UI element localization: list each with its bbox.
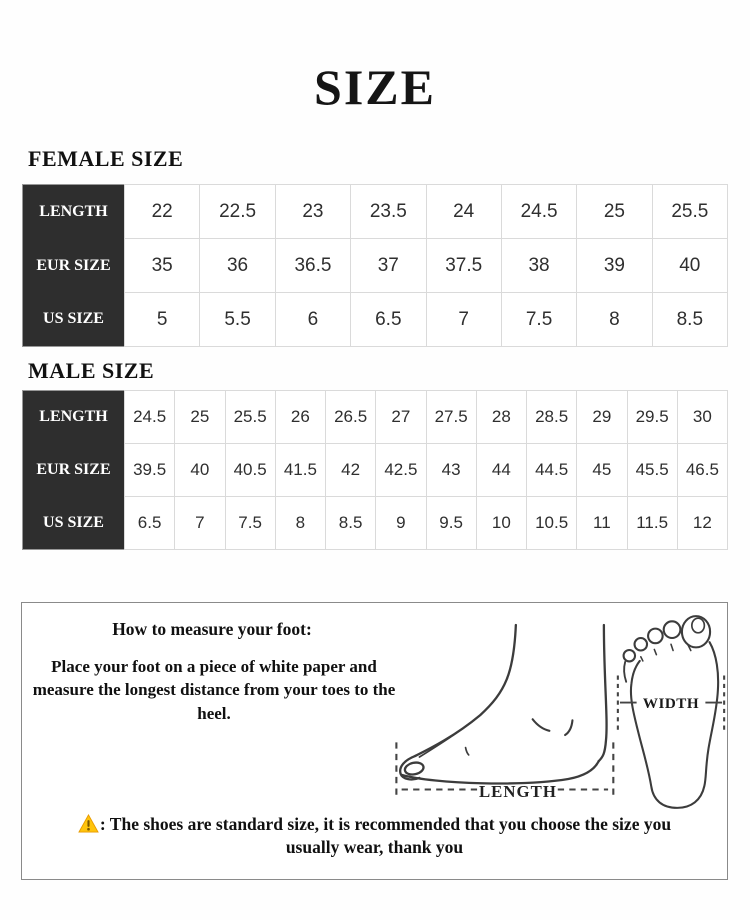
- size-cell: 23.5: [351, 185, 426, 239]
- size-cell: 9: [376, 497, 426, 550]
- size-cell: 25: [577, 185, 652, 239]
- size-cell: 6.5: [125, 497, 175, 550]
- table-row: [23, 444, 728, 497]
- size-cell: 7.5: [501, 293, 576, 347]
- size-cell: 45.5: [627, 444, 677, 497]
- size-cell: 24.5: [125, 391, 175, 444]
- row-label: LENGTH: [23, 391, 125, 444]
- size-cell: 42.5: [376, 444, 426, 497]
- size-cell: 25.5: [225, 391, 275, 444]
- width-label: WIDTH: [642, 695, 700, 712]
- size-cell: 8: [577, 293, 652, 347]
- size-cell: 23: [275, 185, 350, 239]
- size-cell: 25.5: [652, 185, 727, 239]
- measure-instructions-text: Place your foot on a piece of white paper and measure the longest distance from your toes to the heel.: [32, 657, 396, 723]
- size-cell: 36: [200, 239, 275, 293]
- table-row: [23, 391, 728, 444]
- foot-sole-view-diagram: [612, 613, 730, 811]
- male-size-heading: MALE SIZE: [28, 358, 155, 383]
- foot-side-view-diagram: [388, 617, 650, 809]
- size-cell: 8: [275, 497, 325, 550]
- size-cell: 35: [125, 239, 200, 293]
- standard-size-note: [56, 813, 693, 859]
- size-cell: 40: [652, 239, 727, 293]
- size-cell: 10: [476, 497, 526, 550]
- size-cell: 11.5: [627, 497, 677, 550]
- size-cell: 46.5: [677, 444, 727, 497]
- size-cell: 29.5: [627, 391, 677, 444]
- female-size-table: [22, 184, 728, 347]
- size-cell: 5.5: [200, 293, 275, 347]
- size-cell: 7: [426, 293, 501, 347]
- size-cell: 28: [476, 391, 526, 444]
- size-cell: 43: [426, 444, 476, 497]
- table-row: [23, 497, 728, 550]
- size-cell: 30: [677, 391, 727, 444]
- size-cell: 40.5: [225, 444, 275, 497]
- length-label: LENGTH: [478, 781, 557, 801]
- size-cell: 10.5: [527, 497, 577, 550]
- size-cell: 22: [125, 185, 200, 239]
- table-row: [23, 185, 728, 239]
- size-cell: 26.5: [326, 391, 376, 444]
- note-text: : The shoes are standard size, it is recommended that you choose the size you usually wear, thank you: [99, 814, 672, 857]
- page-title: SIZE: [314, 59, 436, 115]
- size-cell: 28.5: [527, 391, 577, 444]
- size-cell: 27: [376, 391, 426, 444]
- size-cell: 41.5: [275, 444, 325, 497]
- row-label: EUR SIZE: [23, 239, 125, 293]
- table-row: [23, 293, 728, 347]
- size-cell: 9.5: [426, 497, 476, 550]
- size-cell: 37: [351, 239, 426, 293]
- size-cell: 24: [426, 185, 501, 239]
- row-label: LENGTH: [23, 185, 125, 239]
- size-cell: 29: [577, 391, 627, 444]
- size-cell: 38: [501, 239, 576, 293]
- measure-heading: How to measure your foot:: [112, 619, 312, 639]
- measure-instructions-box: [21, 602, 728, 880]
- size-cell: 22.5: [200, 185, 275, 239]
- size-cell: 11: [577, 497, 627, 550]
- size-cell: 8.5: [326, 497, 376, 550]
- row-label: EUR SIZE: [23, 444, 125, 497]
- size-cell: 6: [275, 293, 350, 347]
- size-cell: 5: [125, 293, 200, 347]
- size-cell: 44.5: [527, 444, 577, 497]
- size-cell: 39.5: [125, 444, 175, 497]
- size-cell: 7: [175, 497, 225, 550]
- size-cell: 24.5: [501, 185, 576, 239]
- male-size-table: [22, 390, 728, 550]
- size-cell: 6.5: [351, 293, 426, 347]
- size-cell: 40: [175, 444, 225, 497]
- size-cell: 44: [476, 444, 526, 497]
- row-label: US SIZE: [23, 293, 125, 347]
- row-label: US SIZE: [23, 497, 125, 550]
- size-cell: 12: [677, 497, 727, 550]
- size-cell: 36.5: [275, 239, 350, 293]
- size-cell: 8.5: [652, 293, 727, 347]
- female-size-heading: FEMALE SIZE: [28, 146, 184, 171]
- warning-triangle-icon: [78, 814, 99, 833]
- table-row: [23, 239, 728, 293]
- size-cell: 42: [326, 444, 376, 497]
- size-cell: 27.5: [426, 391, 476, 444]
- size-cell: 39: [577, 239, 652, 293]
- size-cell: 45: [577, 444, 627, 497]
- size-cell: 7.5: [225, 497, 275, 550]
- size-cell: 26: [275, 391, 325, 444]
- size-cell: 37.5: [426, 239, 501, 293]
- size-cell: 25: [175, 391, 225, 444]
